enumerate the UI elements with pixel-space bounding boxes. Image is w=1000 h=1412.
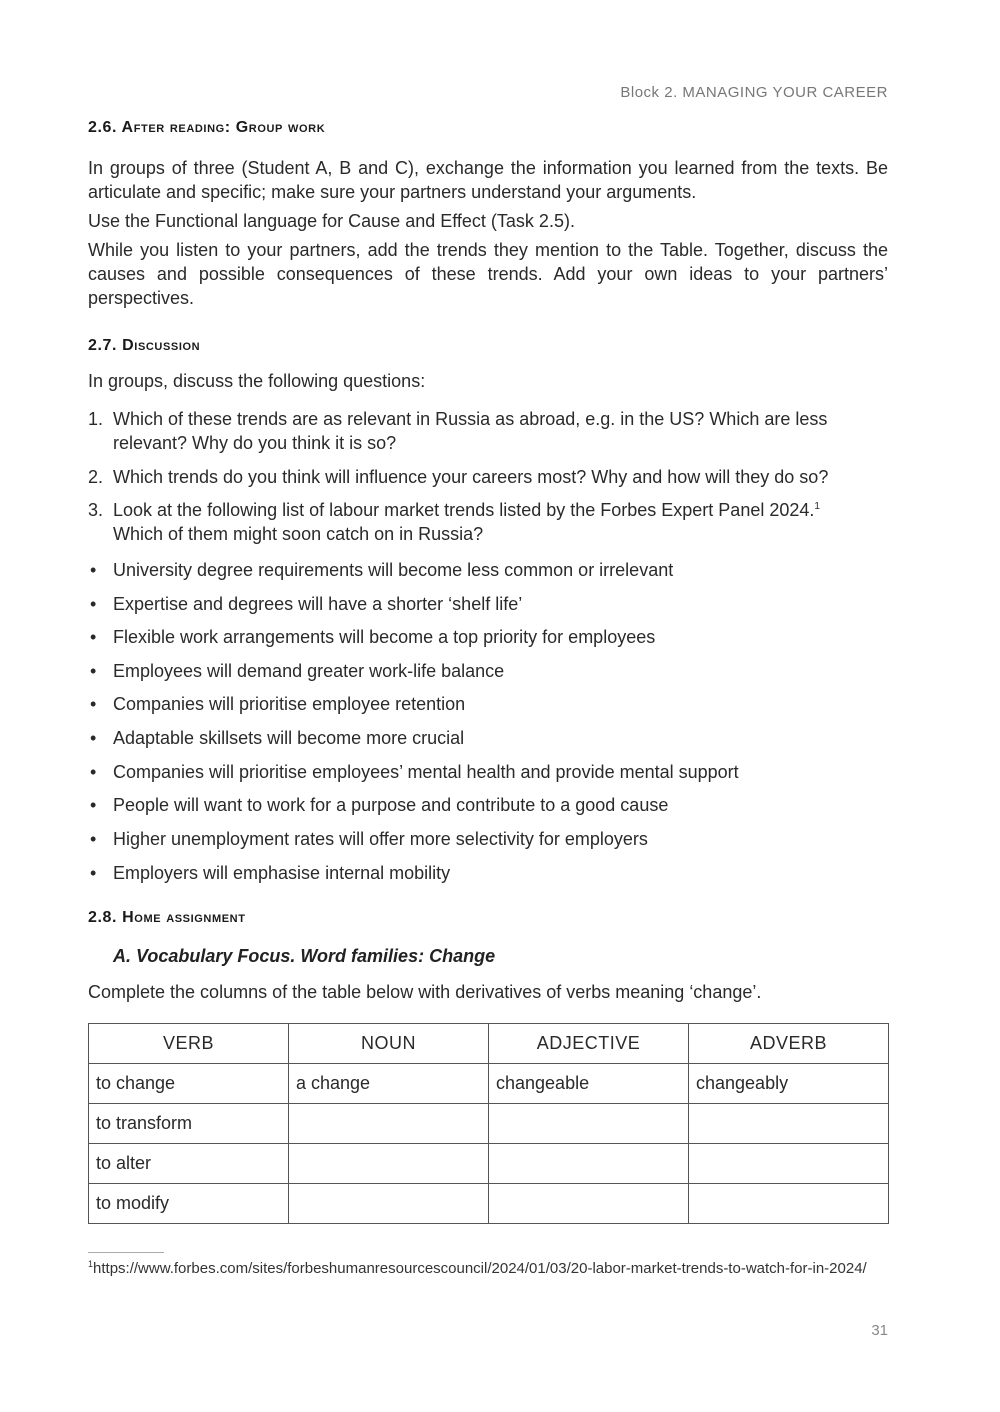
word-family-table	[88, 1023, 889, 1224]
table-cell: to alter	[89, 1144, 289, 1184]
table-row	[89, 1104, 889, 1144]
vocabulary-subheading: A. Vocabulary Focus. Word families: Change	[113, 946, 496, 966]
table-cell: changeable	[489, 1064, 689, 1104]
column-header: ADJECTIVE	[489, 1024, 689, 1064]
table-header-row	[89, 1024, 889, 1064]
question-item	[88, 465, 888, 489]
trend-bullet: • Expertise and degrees will have a shorter ‘shelf life’	[90, 594, 523, 614]
question-text-part: Look at the following list of labour market trends listed by the Forbes Expert Panel 2024.	[113, 500, 815, 520]
running-head: Block 2. MANAGING YOUR CAREER	[620, 84, 888, 101]
table-cell: changeably	[689, 1064, 889, 1104]
paragraph-functional-language: Use the Functional language for Cause and Effect (Task 2.5).	[88, 211, 575, 231]
trend-bullet: • Employers will emphasise internal mobility	[90, 863, 451, 883]
question-item	[88, 498, 888, 546]
question-text	[113, 498, 888, 546]
section-heading-2-6: 2.6. After reading: Group work	[88, 119, 326, 136]
table-cell: to change	[89, 1064, 289, 1104]
table-instruction: Complete the columns of the table below with derivatives of verbs meaning ‘change’.	[88, 982, 762, 1002]
table-cell: a change	[289, 1064, 489, 1104]
question-number: 3.	[88, 500, 104, 520]
table-cell-empty[interactable]	[289, 1104, 489, 1144]
trend-bullet: • Companies will prioritise employees’ mental health and provide mental support	[90, 762, 739, 782]
section-heading-2-8: 2.8. Home assignment	[88, 909, 246, 926]
footnote-divider	[88, 1252, 164, 1253]
trend-bullet: • Employees will demand greater work-life balance	[90, 661, 505, 681]
page-number: 31	[871, 1322, 888, 1339]
footnote	[88, 1258, 888, 1280]
discussion-intro: In groups, discuss the following questions:	[88, 371, 426, 391]
section-heading-2-7: 2.7. Discussion	[88, 337, 201, 354]
trend-bullet: • Companies will prioritise employee retention	[90, 694, 466, 714]
table-cell-empty[interactable]	[689, 1104, 889, 1144]
table-row	[89, 1144, 889, 1184]
footnote-marker: 1	[88, 1259, 94, 1269]
table-cell-empty[interactable]	[289, 1184, 489, 1224]
trend-bullet: • University degree requirements will become less common or irrelevant	[90, 560, 674, 580]
question-number: 2.	[88, 467, 104, 487]
table-cell-empty[interactable]	[289, 1144, 489, 1184]
paragraph-listen-partners: While you listen to your partners, add the trends they mention to the Table. Together, discuss the causes and possible consequences of these trends. Add your own ideas to your partners’ perspectives.	[88, 240, 888, 308]
paragraph-group-work: In groups of three (Student A, B and C), exchange the information you learned from the texts. Be articulate and specific; make sure your partners understand your arguments.	[88, 158, 888, 202]
table-cell: to modify	[89, 1184, 289, 1224]
column-header: ADVERB	[689, 1024, 889, 1064]
table-cell-empty[interactable]	[489, 1144, 689, 1184]
question-item	[88, 407, 888, 455]
table-cell-empty[interactable]	[689, 1144, 889, 1184]
table-cell-empty[interactable]	[489, 1184, 689, 1224]
question-number: 1.	[88, 409, 104, 429]
trend-bullet: • People will want to work for a purpose and contribute to a good cause	[90, 795, 669, 815]
question-text: Which of these trends are as relevant in Russia as abroad, e.g. in the US? Which are less relevant? Why do you think it is so?	[113, 409, 828, 453]
trend-bullet: • Adaptable skillsets will become more crucial	[90, 728, 465, 748]
table-row	[89, 1064, 889, 1104]
trend-bullet: • Flexible work arrangements will become a top priority for employees	[90, 627, 656, 647]
question-text: Which trends do you think will influence your careers most? Why and how will they do so?	[113, 467, 829, 487]
table-row	[89, 1184, 889, 1224]
footnote-ref: 1	[814, 501, 820, 512]
footnote-url[interactable]: https://www.forbes.com/sites/forbeshumanresourcescouncil/2024/01/03/20-labor-market-trends-to-watch-for-in-2024/	[93, 1260, 867, 1277]
question-text-part: Which of them might soon catch on in Russia?	[113, 524, 484, 544]
column-header: NOUN	[289, 1024, 489, 1064]
trend-bullet: • Higher unemployment rates will offer more selectivity for employers	[90, 829, 648, 849]
column-header: VERB	[89, 1024, 289, 1064]
table-cell-empty[interactable]	[689, 1184, 889, 1224]
table-cell: to transform	[89, 1104, 289, 1144]
table-cell-empty[interactable]	[489, 1104, 689, 1144]
